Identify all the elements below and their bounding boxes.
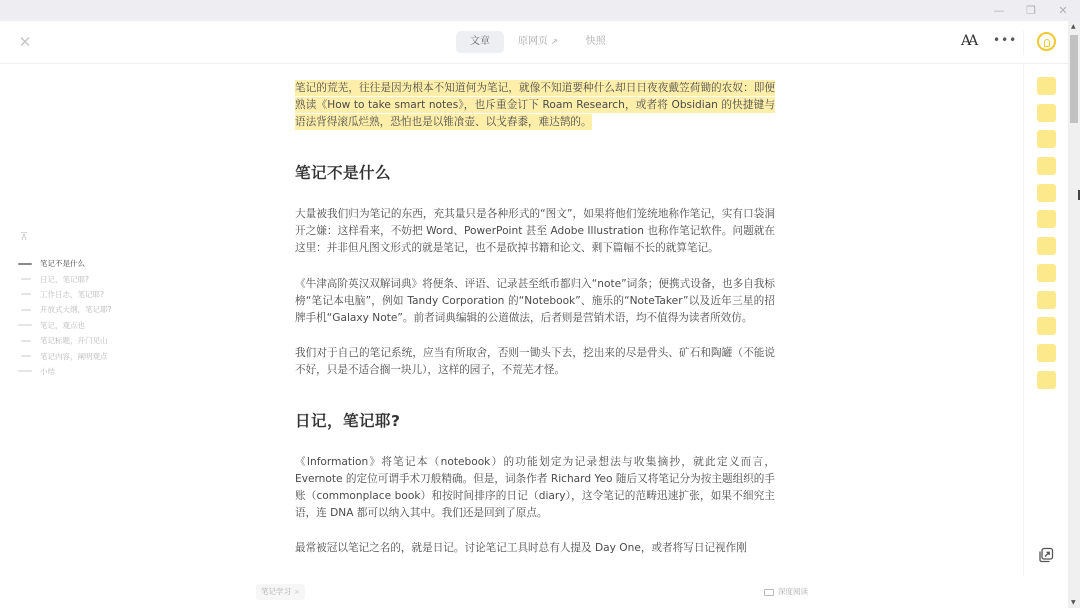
highlight-marker[interactable] bbox=[1037, 130, 1056, 148]
toc-item[interactable] bbox=[18, 364, 111, 379]
tag-chip[interactable] bbox=[256, 584, 305, 600]
tab-snapshot-label: 快照 bbox=[585, 36, 606, 47]
header-divider bbox=[1023, 31, 1024, 55]
highlight-marker[interactable] bbox=[1037, 184, 1056, 202]
tab-snapshot[interactable] bbox=[572, 31, 620, 53]
toc-item[interactable] bbox=[18, 302, 111, 317]
font-settings-icon[interactable]: AA bbox=[961, 33, 976, 49]
toc-item-label: 笔记不是什么 bbox=[40, 259, 85, 269]
article-footer bbox=[0, 578, 1068, 608]
toc-item-label: 日记，笔记耶? bbox=[40, 274, 89, 284]
highlight-marker[interactable] bbox=[1037, 317, 1056, 335]
paragraph: 《Information》将笔记本（notebook）的功能划定为记录想法与收集摘抄，就此定义而言，Evernote 的定位可谓手术刀般精确。但是，词条作者 Richard Yeo 随后又将笔记分为按主题组织的手账（commonplace book）和按时间排序的日记（diary），这令笔记的范畴迅速扩张，如果不细究主语，连 DNA 都可以纳入其中。我们还是回到了原点。 bbox=[295, 456, 775, 520]
window-close-icon[interactable]: ✕ bbox=[1058, 4, 1068, 17]
toc-dash bbox=[21, 340, 31, 342]
toc-item[interactable] bbox=[18, 271, 111, 286]
highlight-marker[interactable] bbox=[1037, 210, 1056, 228]
toc-item[interactable] bbox=[18, 333, 111, 348]
folder-selector[interactable] bbox=[764, 584, 808, 600]
vertical-scrollbar[interactable] bbox=[1068, 21, 1080, 608]
share-icon[interactable] bbox=[1038, 547, 1054, 563]
scrollbar-thumb[interactable] bbox=[1070, 35, 1078, 123]
highlight-marker[interactable] bbox=[1037, 77, 1056, 95]
section-heading: 日记，笔记耶? bbox=[295, 412, 401, 431]
toc-item[interactable] bbox=[18, 348, 111, 363]
toc-dash bbox=[18, 324, 32, 326]
scroll-down-arrow[interactable]: ▼ bbox=[1071, 599, 1076, 606]
highlight-marker[interactable] bbox=[1037, 371, 1056, 389]
highlight-marker[interactable] bbox=[1037, 104, 1056, 122]
window-titlebar bbox=[0, 0, 1080, 21]
toc-dash bbox=[21, 293, 31, 295]
tab-article-label: 文章 bbox=[470, 36, 490, 47]
article-body bbox=[295, 64, 775, 578]
toc-item-label: 笔记，观点也 bbox=[40, 320, 85, 330]
pin-icon[interactable]: ⊼ bbox=[20, 230, 29, 243]
highlighter-icon-glyph bbox=[1044, 39, 1050, 47]
more-options-icon[interactable]: ••• bbox=[993, 33, 1018, 47]
highlight-marker[interactable] bbox=[1037, 344, 1056, 362]
close-icon[interactable]: ✕ bbox=[18, 33, 32, 51]
paragraph: 最常被冠以笔记之名的，就是日记。讨论笔记工具时总有人提及 Day One，或者将写日记视作刚 bbox=[295, 542, 747, 555]
paragraph: 《牛津高阶英汉双解词典》将便条、评语、记录甚至纸币都归入“note”词条；便携式设备，也多自我标榜“笔记本电脑”，例如 Tandy Corporation 的“Notebook”、施乐的“NoteTaker”以及近年三星的招牌手机“Galaxy Note”。前者词典编辑的公道做法，后者则是营销术语，均不值得为读者所效仿。 bbox=[295, 277, 775, 324]
toc-dash bbox=[21, 278, 31, 280]
toc-item[interactable] bbox=[18, 256, 111, 271]
toc-item-label: 笔记标题，开门见山 bbox=[40, 336, 108, 346]
paragraph: 我们对于自己的笔记系统，应当有所取舍，否则一锄头下去，挖出来的尽是骨头、矿石和陶罐（不能说不好，只是不适合搁一块儿），这样的园子，不荒芜才怪。 bbox=[295, 346, 775, 376]
maximize-icon[interactable]: ❐ bbox=[1026, 4, 1036, 17]
table-of-contents bbox=[18, 230, 111, 379]
paragraph: 大量被我们归为笔记的东西，充其量只是各种形式的“图文”，如果将他们笼统地称作笔记，实有口袋洞开之嫌：这样看来，不妨把 Word、PowerPoint 甚至 Adobe Illustration 也称作笔记软件。问题就在这里：并非但凡图文形式的就是笔记，也不是砍掉书籍和论文、剩下篇幅不长的就算笔记。 bbox=[295, 208, 775, 255]
external-link-icon: ↗ bbox=[551, 37, 558, 46]
right-panel-divider bbox=[1023, 64, 1024, 576]
tab-original-page-label: 原网页 bbox=[518, 36, 548, 47]
highlight-marker[interactable] bbox=[1037, 157, 1056, 175]
reader-header bbox=[0, 21, 1068, 64]
toc-item[interactable] bbox=[18, 287, 111, 302]
toc-dash bbox=[21, 309, 31, 311]
highlight-marker[interactable] bbox=[1037, 291, 1056, 309]
toc-item[interactable] bbox=[18, 318, 111, 333]
highlighter-icon[interactable] bbox=[1037, 32, 1056, 51]
folder-icon bbox=[764, 589, 774, 596]
highlight-marker[interactable] bbox=[1037, 264, 1056, 282]
toc-dash bbox=[18, 370, 32, 372]
minimize-icon[interactable]: — bbox=[993, 4, 1005, 17]
section-heading: 笔记不是什么 bbox=[295, 164, 392, 183]
toc-dash bbox=[21, 355, 31, 357]
tab-article[interactable] bbox=[456, 31, 504, 53]
toc-item-label: 小结 bbox=[40, 366, 55, 376]
remove-tag-icon[interactable]: × bbox=[294, 588, 300, 596]
toc-dash bbox=[18, 263, 32, 265]
highlight-markers bbox=[1037, 77, 1056, 389]
toc-item-label: 开放式大纲，笔记耶? bbox=[40, 305, 112, 315]
tag-label: 笔记学习 bbox=[261, 587, 291, 596]
scroll-up-arrow[interactable]: ▲ bbox=[1071, 23, 1076, 30]
toc-item-label: 笔记内容，阐明观点 bbox=[40, 351, 108, 361]
highlight-marker[interactable] bbox=[1037, 237, 1056, 255]
highlight-text[interactable]: 笔记的荒芜，往往是因为根本不知道何为笔记，就像不知道要种什么却日日夜夜戴笠荷锄的农奴：即便熟读《How to take smart notes》，也斥重金订下 Roam Research，或者将 Obsidian 的快捷键与语法背得滚瓜烂熟，恐怕也是以锥飡壶、以戈舂黍，难达鹄的。 bbox=[295, 82, 775, 129]
tab-original-page[interactable] bbox=[504, 31, 572, 53]
toc-item-label: 工作日志，笔记耶? bbox=[40, 289, 104, 299]
view-tabs bbox=[456, 31, 620, 53]
highlighted-paragraph[interactable] bbox=[295, 80, 775, 131]
folder-label: 深度阅读 bbox=[778, 587, 808, 596]
